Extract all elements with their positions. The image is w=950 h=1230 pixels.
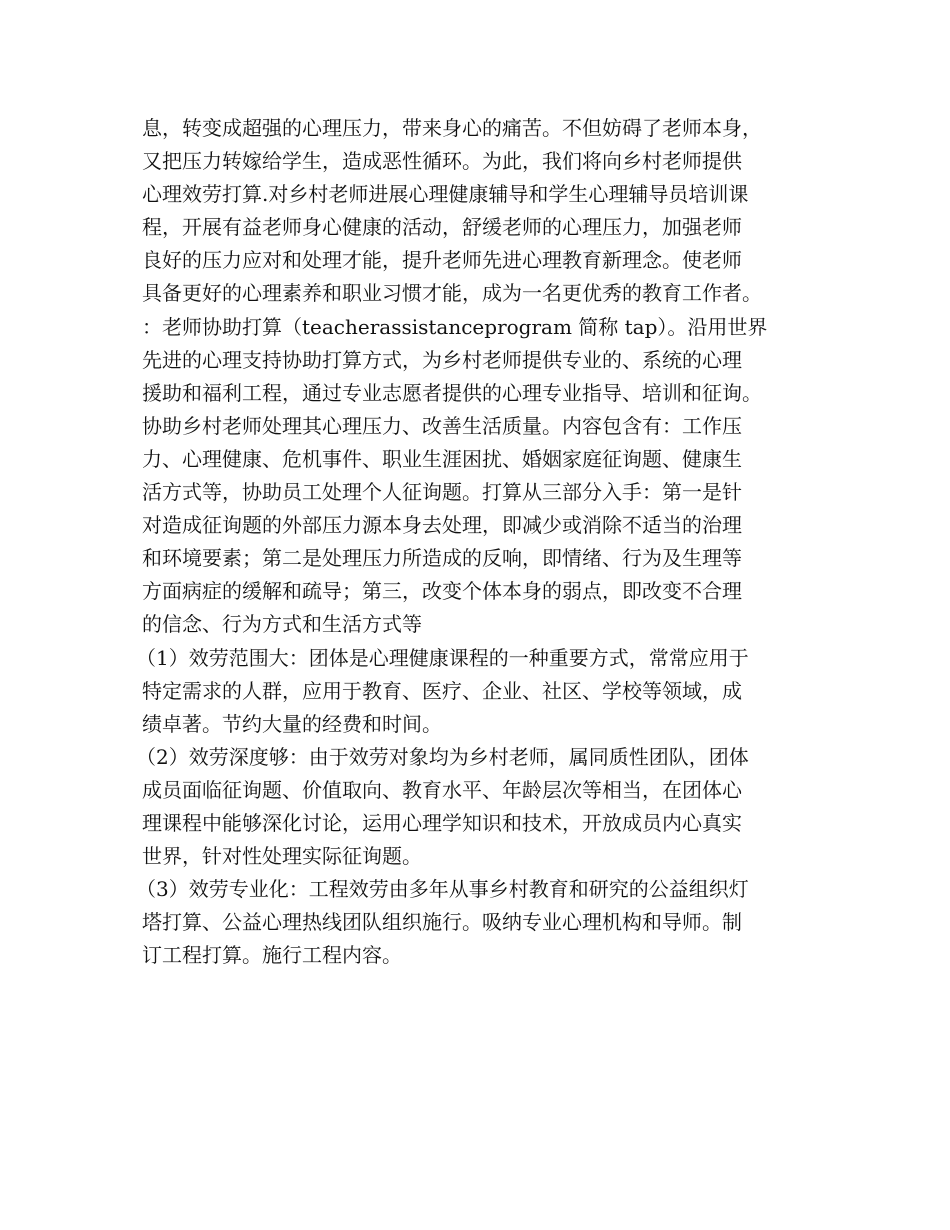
text-line: 特定需求的人群，应用于教育、医疗、企业、社区、学校等领域，成 (142, 678, 742, 703)
text-line: 订工程打算。施行工程内容。 (142, 943, 402, 968)
text-line: 力、心理健康、危机事件、职业生涯困扰、婚姻家庭征询题、健康生 (142, 446, 742, 471)
text-line: ：老师协助打算（teacherassistanceprogram 简称 tap）。沿用世界 (142, 314, 768, 339)
text-line: 和环境要素；第二是处理压力所造成的反响，即情绪、行为及生理等 (142, 546, 742, 571)
text-line: 活方式等，协助员工处理个人征询题。打算从三部分入手：第一是针 (142, 480, 742, 505)
text-line: 具备更好的心理素养和职业习惯才能，成为一名更优秀的教育工作者。 (142, 281, 762, 306)
document-body (136, 112, 832, 972)
text-line: 的信念、行为方式和生活方式等 (142, 612, 422, 637)
text-line: 息，转变成超强的心理压力，带来身心的痛苦。不但妨碍了老师本身， (142, 116, 762, 140)
text-line: 方面病症的缓解和疏导；第三，改变个体本身的弱点，即改变不合理 (142, 579, 742, 604)
text-line: 协助乡村老师处理其心理压力、改善生活质量。内容包含有：工作压 (142, 413, 742, 438)
text-line: 程，开展有益老师身心健康的活动，舒缓老师的心理压力，加强老师 (142, 215, 742, 240)
text-line: 塔打算、公益心理热线团队组织施行。吸纳专业心理机构和导师。制 (142, 910, 742, 935)
text-line: 心理效劳打算.对乡村老师进展心理健康辅导和学生心理辅导员培训课 (142, 182, 749, 207)
list-item-3-line: （3）效劳专业化：工程效劳由多年从事乡村教育和研究的公益组织灯 (136, 877, 749, 902)
text-line: 对造成征询题的外部压力源本身去处理，即减少或消除不适当的治理 (142, 513, 742, 538)
text-line: 绩卓著。节约大量的经费和时间。 (142, 711, 442, 736)
text-line: 理课程中能够深化讨论，运用心理学知识和技术，开放成员内心真实 (142, 810, 742, 835)
text-line: 援助和福利工程，通过专业志愿者提供的心理专业指导、培训和征询。 (142, 380, 762, 405)
list-item-2-line: （2）效劳深度够：由于效劳对象均为乡村老师，属同质性团队，团体 (136, 744, 749, 769)
text-line: 世界，针对性处理实际征询题。 (142, 844, 422, 869)
text-line: 良好的压力应对和处理才能，提升老师先进心理教育新理念。使老师 (142, 248, 742, 273)
text-line: 成员面临征询题、价值取向、教育水平、年龄层次等相当，在团体心 (142, 777, 742, 802)
list-item-1-line: （1）效劳范围大：团体是心理健康课程的一种重要方式，常常应用于 (136, 645, 749, 670)
text-line: 又把压力转嫁给学生，造成恶性循环。为此，我们将向乡村老师提供 (142, 149, 742, 174)
text-line: 先进的心理支持协助打算方式，为乡村老师提供专业的、系统的心理 (142, 347, 742, 372)
